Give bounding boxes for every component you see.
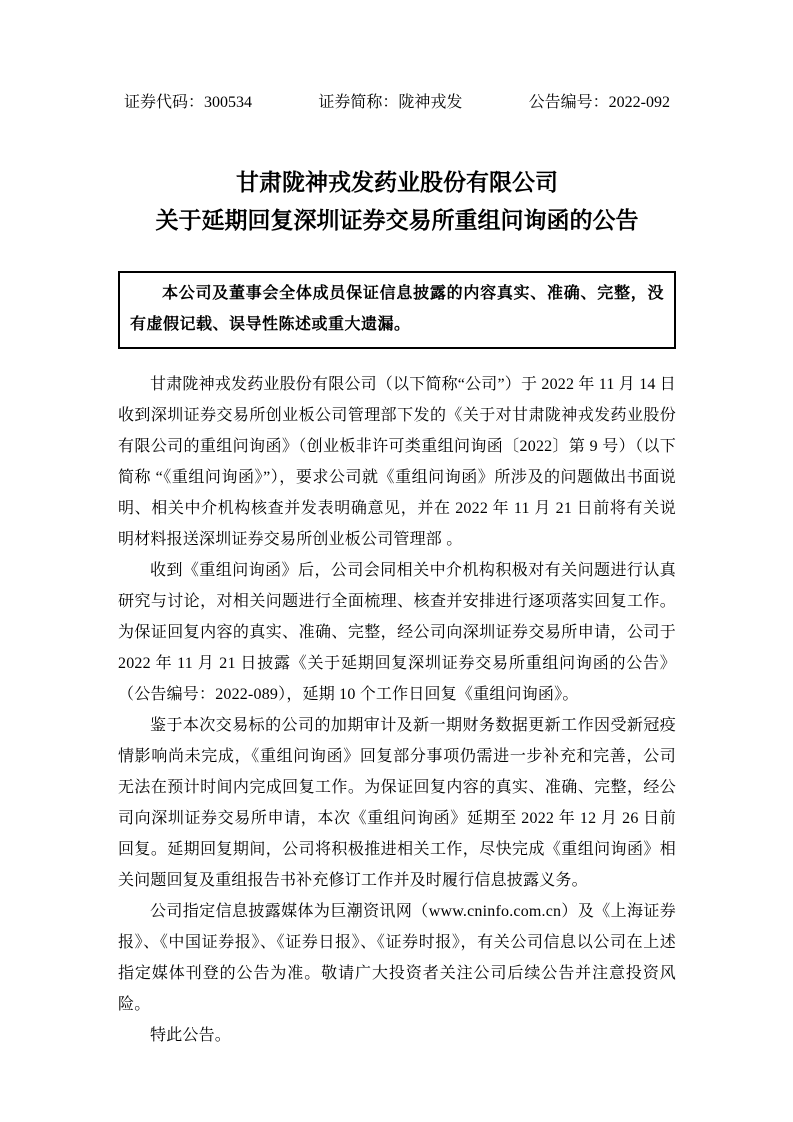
company-name-title-line: 甘肃陇神戎发药业股份有限公司	[236, 170, 558, 195]
disclosure-statement-box	[118, 271, 676, 349]
stock-short-name: 证券简称：陇神戎发	[318, 94, 463, 111]
announcement-number: 公告编号：2022-092	[528, 94, 670, 111]
document-body	[118, 369, 676, 1051]
stock-code: 证券代码：300534	[124, 94, 253, 111]
paragraph-first-extension: 收到《重组问询函》后，公司会同相关中介机构积极对有关问题进行认真研究与讨论，对相关问题进行全面梳理、核查并安排进行逐项落实回复工作。为保证回复内容的真实、准确、完整，经公司向深圳证券交易所申请，公司于 2022 年 11 月 21 日披露《关于延期回复深圳证券交易所重组问询函的公告》（公告编号：2022-089），延期 10 个工作日回复《重组问询函》。	[118, 562, 676, 703]
paragraph-disclosure-media: 公司指定信息披露媒体为巨潮资讯网（www.cninfo.com.cn）及《上海证券报》、《中国证券报》、《证券日报》、《证券时报》，有关公司信息以公司在上述指定媒体刊登的公告为准。敬请广大投资者关注公司后续公告并注意投资风险。	[118, 903, 676, 1013]
disclosure-statement-text: 本公司及董事会全体成员保证信息披露的内容真实、准确、完整，没有虚假记载、误导性陈述或重大遗漏。	[130, 285, 664, 333]
announcement-title-line: 关于延期回复深圳证券交易所重组问询函的公告	[155, 208, 639, 233]
paragraph-second-extension: 鉴于本次交易标的公司的加期审计及新一期财务数据更新工作因受新冠疫情影响尚未完成，《重组问询函》回复部分事项仍需进一步补充和完善，公司无法在预计时间内完成回复工作。为保证回复内容的真实、准确、完整，经公司向深圳证券交易所申请，本次《重组问询函》延期至 2022 年 12 月 26 日前回复。延期回复期间，公司将积极推进相关工作，尽快完成《重组问询函》相关问题回复及重组报告书补充修订工作并及时履行信息披露义务。	[118, 717, 676, 889]
paragraph-closing: 特此公告。	[150, 1027, 232, 1044]
paragraph-receipt-of-inquiry-letter: 甘肃陇神戎发药业股份有限公司（以下简称“公司”）于 2022 年 11 月 14 日收到深圳证券交易所创业板公司管理部下发的《关于对甘肃陇神戎发药业股份有限公司的重组问询函》（创业板非许可类重组问询函〔2022〕第 9 号）（以下简称 “《重组问询函》”），要求公司就《重组问询函》所涉及的问题做出书面说明、相关中介机构核查并发表明确意见，并在 2022 年 11 月 21 日前将有关说明材料报送深圳证券交易所创业板公司管理部 。	[118, 376, 677, 548]
document-header	[124, 92, 670, 114]
document-title	[118, 164, 676, 240]
